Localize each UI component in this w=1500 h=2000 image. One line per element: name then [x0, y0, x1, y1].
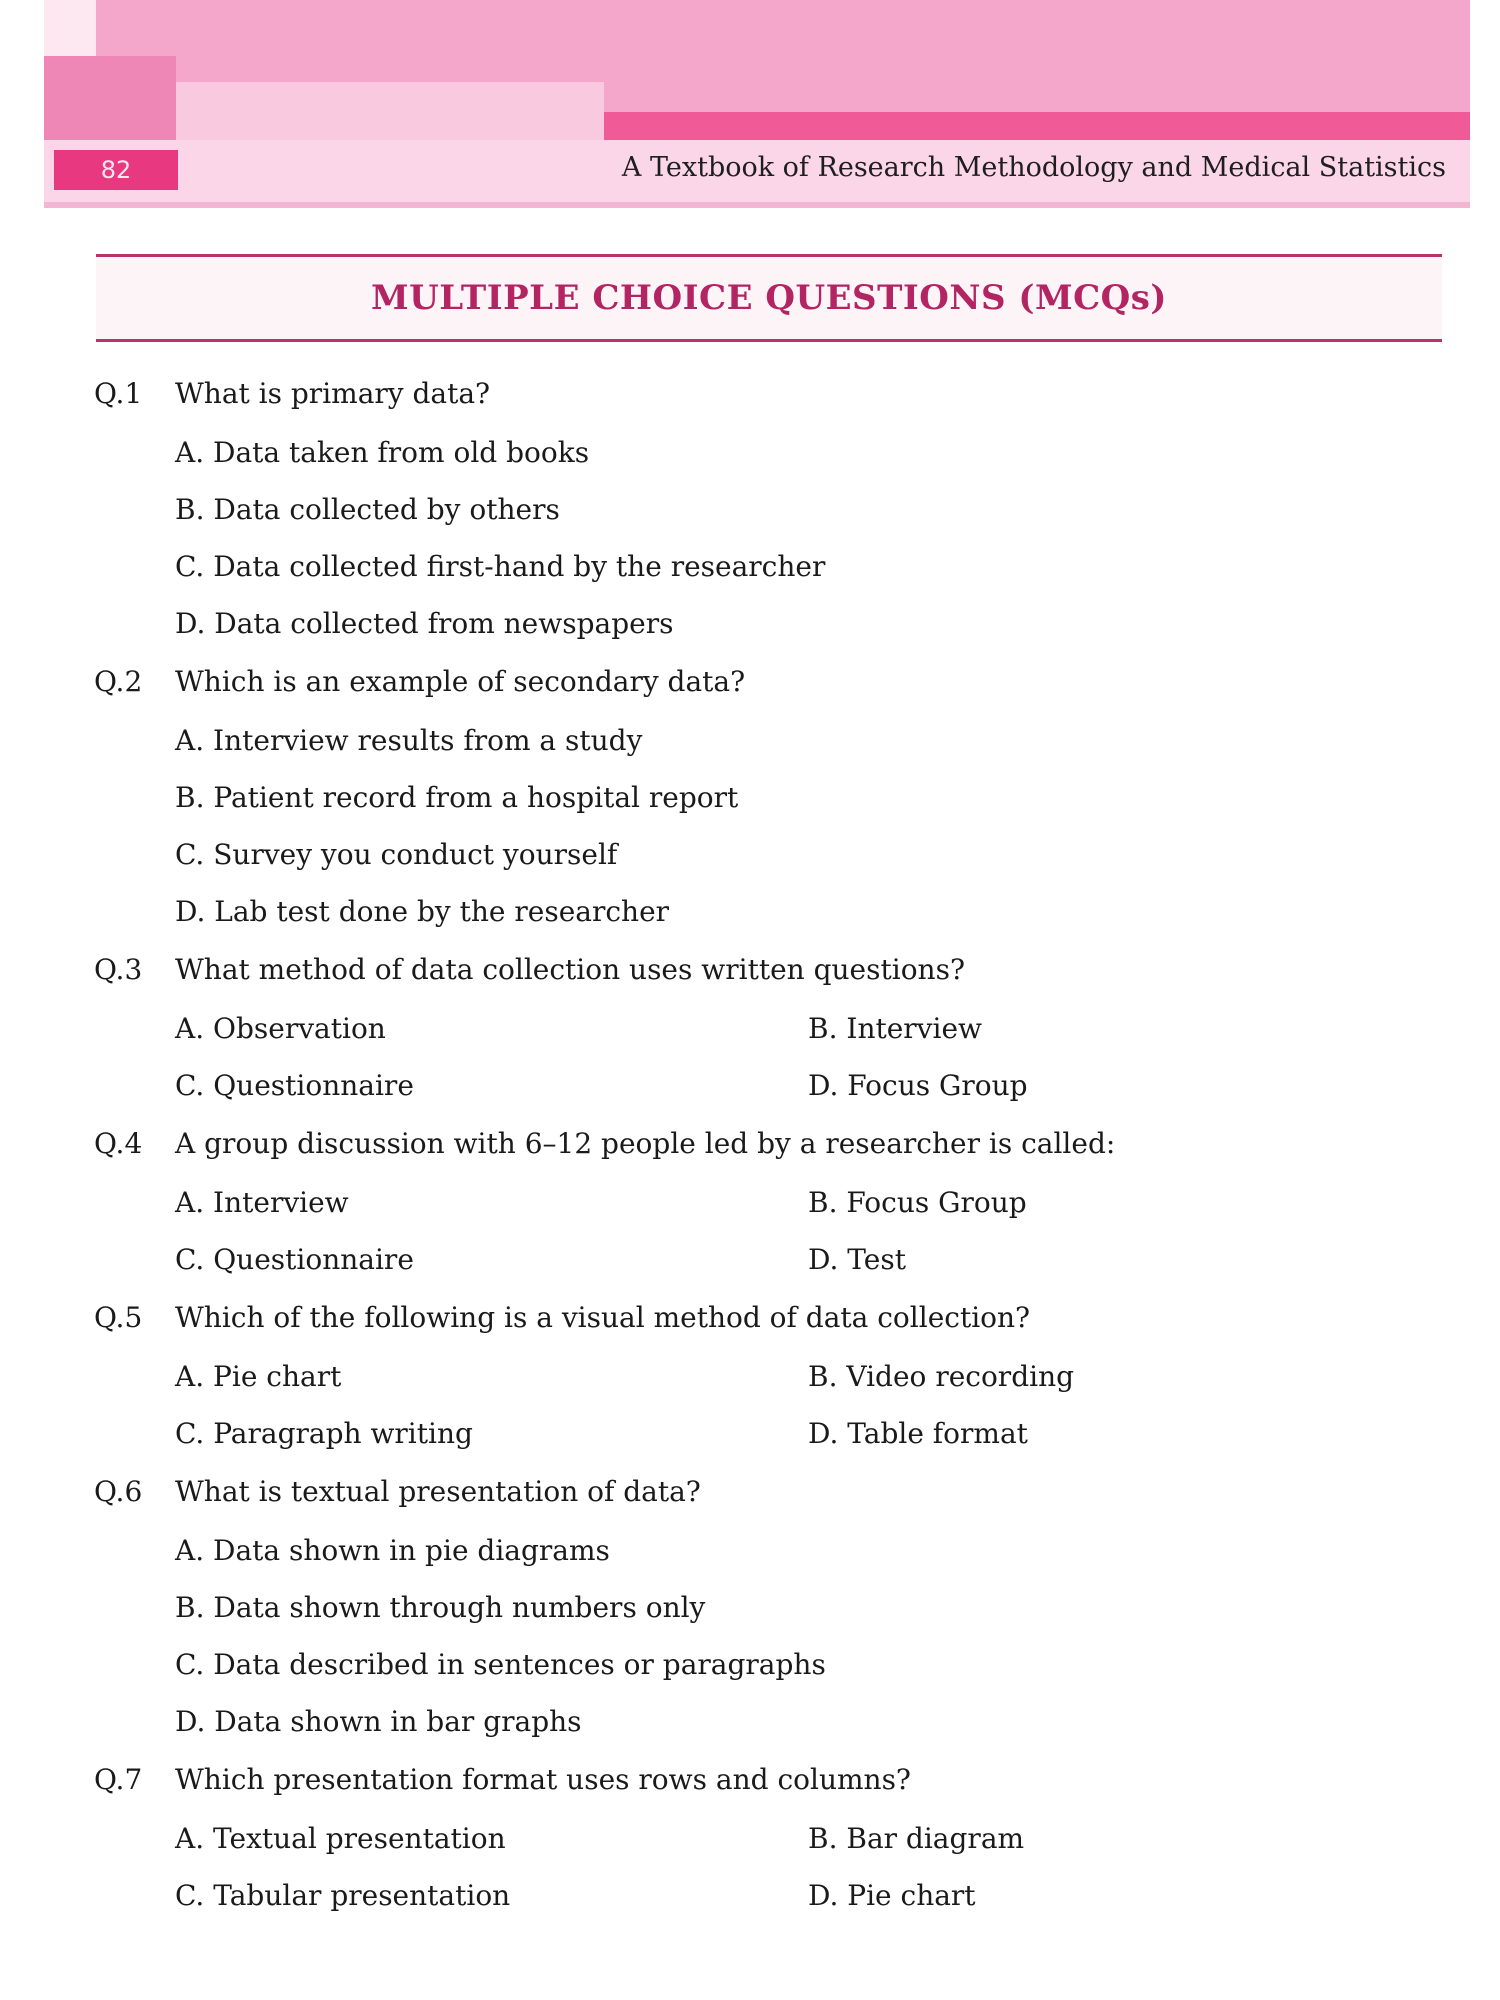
- option-a: A. Pie chart: [175, 1360, 342, 1393]
- question-6: [0, 1462, 1500, 1750]
- question-4: [0, 1114, 1500, 1288]
- question-number: Q.1: [94, 377, 143, 410]
- option-b: B. Data collected by others: [175, 493, 560, 526]
- option-c: C. Data collected first-hand by the researcher: [175, 550, 826, 583]
- option-d: D. Test: [808, 1243, 906, 1276]
- option-b: B. Focus Group: [808, 1186, 1027, 1219]
- option-b: B. Patient record from a hospital report: [175, 781, 739, 814]
- question-list: [0, 364, 1500, 1924]
- question-2: [0, 652, 1500, 940]
- option-d: D. Lab test done by the researcher: [175, 895, 670, 928]
- option-c: C. Paragraph writing: [175, 1417, 473, 1450]
- option-c: C. Questionnaire: [175, 1069, 414, 1102]
- option-b: B. Data shown through numbers only: [175, 1591, 706, 1624]
- option-c: C. Questionnaire: [175, 1243, 414, 1276]
- option-a: A. Interview: [175, 1186, 349, 1219]
- option-b: B. Video recording: [808, 1360, 1075, 1393]
- question-number: Q.7: [94, 1763, 143, 1796]
- option-c: C. Tabular presentation: [175, 1879, 511, 1912]
- page-number: 82: [54, 150, 178, 190]
- question-3: [0, 940, 1500, 1114]
- header-decor-block: [44, 56, 176, 140]
- question-number: Q.4: [94, 1127, 143, 1160]
- question-text: Which of the following is a visual method of data collection?: [175, 1301, 1031, 1334]
- header-decor-light: [176, 82, 604, 140]
- option-b: B. Interview: [808, 1012, 982, 1045]
- option-d: D. Table format: [808, 1417, 1028, 1450]
- question-number: Q.3: [94, 953, 143, 986]
- question-1: [0, 364, 1500, 652]
- option-a: A. Observation: [175, 1012, 386, 1045]
- option-d: D. Data shown in bar graphs: [175, 1705, 582, 1738]
- option-b: B. Bar diagram: [808, 1822, 1025, 1855]
- option-d: D. Data collected from newspapers: [175, 607, 674, 640]
- question-text: A group discussion with 6–12 people led by a researcher is called:: [175, 1127, 1116, 1160]
- question-text: What method of data collection uses written questions?: [175, 953, 965, 986]
- question-7: [0, 1750, 1500, 1924]
- question-number: Q.5: [94, 1301, 143, 1334]
- option-d: D. Pie chart: [808, 1879, 976, 1912]
- header-bottom-line: [44, 202, 1470, 208]
- question-number: Q.6: [94, 1475, 143, 1508]
- option-a: A. Interview results from a study: [175, 724, 643, 757]
- option-a: A. Data shown in pie diagrams: [175, 1534, 610, 1567]
- option-d: D. Focus Group: [808, 1069, 1028, 1102]
- header-decor-bar: [604, 112, 1470, 140]
- question-number: Q.2: [94, 665, 143, 698]
- option-c: C. Survey you conduct yourself: [175, 838, 618, 871]
- question-text: Which presentation format uses rows and columns?: [175, 1763, 911, 1796]
- section-title: MULTIPLE CHOICE QUESTIONS (MCQs): [370, 278, 1168, 318]
- option-c: C. Data described in sentences or paragraphs: [175, 1648, 826, 1681]
- question-text: What is primary data?: [175, 377, 491, 410]
- question-5: [0, 1288, 1500, 1462]
- option-a: A. Textual presentation: [175, 1822, 506, 1855]
- question-text: Which is an example of secondary data?: [175, 665, 746, 698]
- question-text: What is textual presentation of data?: [175, 1475, 701, 1508]
- section-title-box: [96, 257, 1442, 339]
- section-rule-bottom: [96, 339, 1442, 342]
- option-a: A. Data taken from old books: [175, 436, 590, 469]
- book-title: A Textbook of Research Methodology and Medical Statistics: [621, 152, 1446, 183]
